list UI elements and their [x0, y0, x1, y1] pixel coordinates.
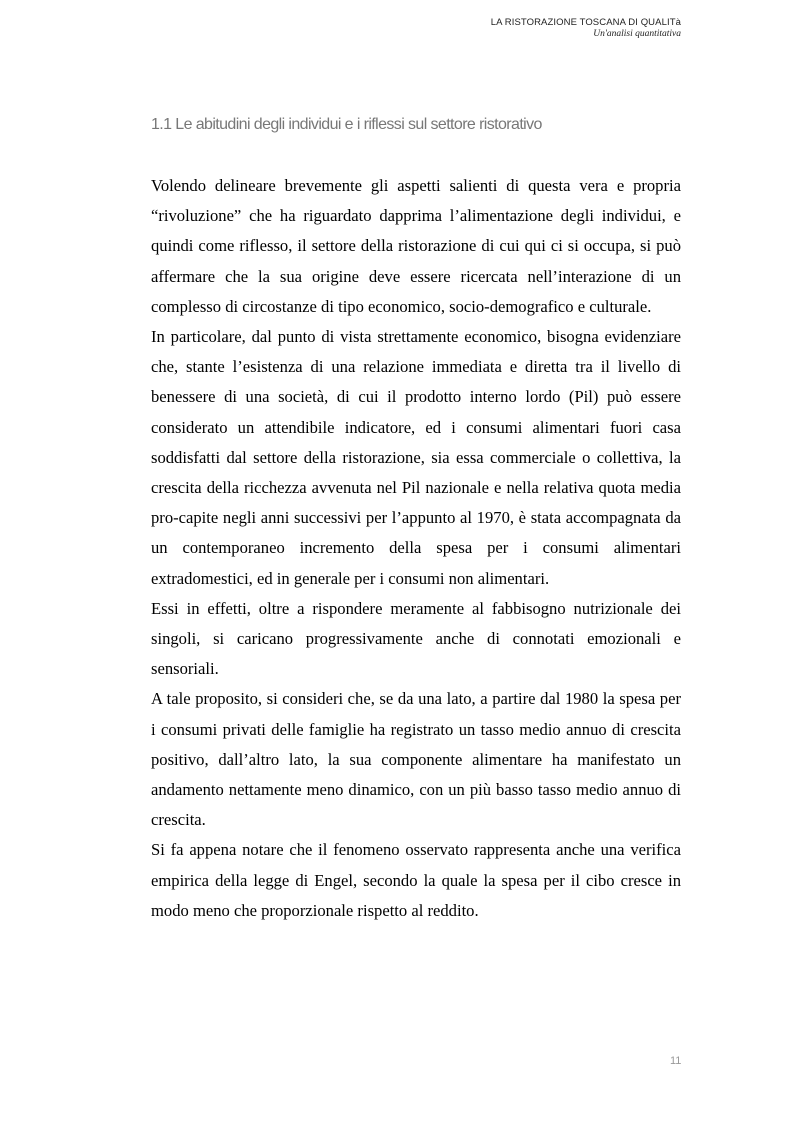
page-number: 11 [670, 1055, 682, 1067]
paragraph: Volendo delineare brevemente gli aspetti salienti di questa vera e propria “rivoluzione” che ha riguardato dapprima l’alimentazione degli individui, e quindi come riflesso, il settore della ristorazione di cui qui ci si occupa, si può affermare che la sua origine deve essere ricercata nell’interazione di un complesso di circostanze di tipo economico, socio-demografico e culturale. [151, 176, 681, 316]
running-header-subtitle: Un'analisi quantitativa [593, 29, 681, 39]
running-header [491, 17, 681, 40]
paragraph: A tale proposito, si consideri che, se da una lato, a partire dal 1980 la spesa per i consumi privati delle famiglie ha registrato un tasso medio annuo di crescita positivo, dall’altro lato, la sua componente alimentare ha manifestato un andamento nettamente meno dinamico, con un più basso tasso medio annuo di crescita. [151, 689, 681, 830]
paragraph: Essi in effetti, oltre a rispondere meramente al fabbisogno nutrizionale dei singoli, si caricano progressivamente anche di connotati emozionali e sensoriali. [151, 598, 681, 679]
paragraph: In particolare, dal punto di vista strettamente economico, bisogna evidenziare che, stante l’esistenza di una relazione immediata e diretta tra il livello di benessere di una società, di cui il prodotto interno lordo (Pil) può essere considerato un attendibile indicatore, ed i consumi alimentari fuori casa soddisfatti dal settore della ristorazione, sia essa commerciale o collettiva, la crescita della ricchezza avvenuta nel Pil nazionale e nella relativa quota media pro-capite negli anni successivi per l’appunto al 1970, è stata accompagnata da un contemporaneo incremento della spesa per i consumi alimentari extradomestici, ed in generale per i consumi non alimentari. [151, 327, 681, 588]
section-title: 1.1 Le abitudini degli individui e i riflessi sul settore ristorativo [151, 116, 542, 133]
running-header-title: LA RISTORAZIONE TOSCANA DI QUALITà [490, 17, 681, 28]
paragraph: Si fa appena notare che il fenomeno osservato rappresenta anche una verifica empirica della legge di Engel, secondo la quale la spesa per il cibo cresce in modo meno che proporzionale rispetto al reddito. [151, 840, 681, 920]
body-text [151, 171, 681, 926]
